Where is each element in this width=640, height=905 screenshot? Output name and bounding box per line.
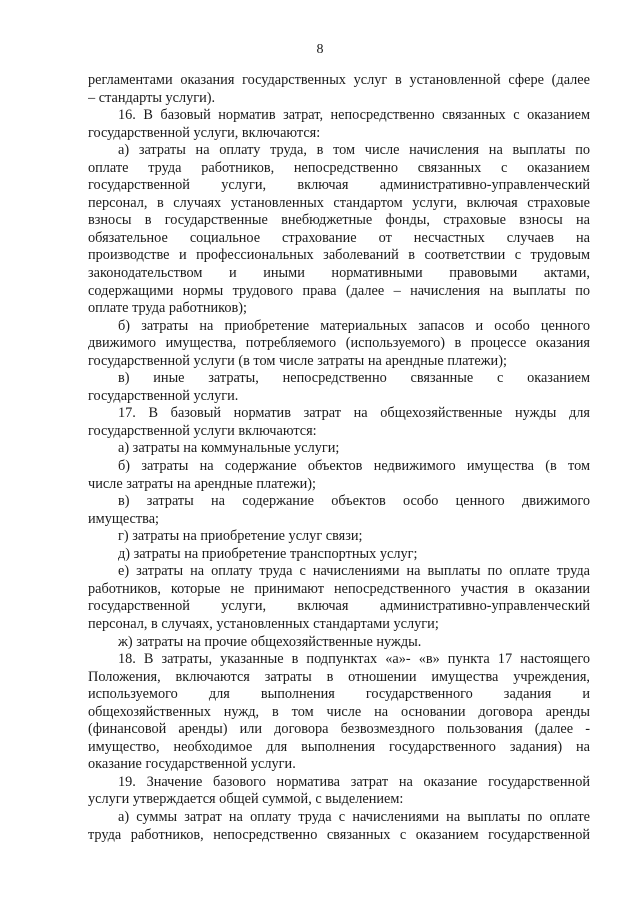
text-line: в) иные затраты, непосредственно связанные с оказанием (118, 370, 590, 387)
text-line: работников, которые не принимают непосредственного участия в оказании (88, 580, 590, 597)
text-line: 17. В базовый норматив затрат на общехозяйственные нужды для (118, 405, 590, 422)
text-line: регламентами оказания государственных услуг в установленной сфере (далее (88, 72, 590, 88)
text-line: оказание государственной услуги. (88, 756, 296, 773)
text-line: взносы в государственные внебюджетные фонды, страховые взносы на (88, 212, 590, 229)
text-line: персонал, в случаях установленных стандартом услуги, включая страховые (88, 194, 590, 211)
text-line: 19. Значение базового норматива затрат на оказание государственной (118, 773, 590, 790)
text-line: а) суммы затрат на оплату труда с начислениями на выплаты по оплате (118, 808, 590, 825)
text-line: а) затраты на коммунальные услуги; (118, 440, 340, 457)
text-line: оплате труда работников); (88, 300, 248, 317)
text-line: труда работников, непосредственно связанных с оказанием государственной (88, 826, 590, 843)
text-line: 18. В затраты, указанные в подпунктах «а»- «в» пункта 17 настоящего (118, 651, 590, 668)
text-line: законодательством и иными нормативными правовыми актами, (88, 265, 590, 282)
text-line: оплате труда работников, непосредственно связанных с оказанием (88, 159, 590, 176)
text-line: государственной услуги включаются: (88, 422, 317, 439)
text-line: (финансовой аренды) или договора безвозмездного пользования (далее - (88, 721, 590, 738)
text-line: е) затраты на оплату труда с начислениями на выплаты по оплате труда (118, 563, 590, 580)
text-line: в) затраты на содержание объектов особо ценного движимого (118, 493, 590, 510)
text-line: услуги утверждается общей суммой, с выделением: (88, 791, 404, 808)
text-line: числе затраты на арендные платежи); (88, 475, 316, 492)
text-line: ж) затраты на прочие общехозяйственные нужды. (118, 633, 422, 650)
text-line: государственной услуги, включаются: (88, 124, 321, 141)
text-line: б) затраты на приобретение материальных запасов и особо ценного (118, 317, 590, 334)
text-line: содержащими нормы трудового права (далее – начисления на выплаты по (88, 282, 590, 299)
text-line: государственной услуги (в том числе затраты на арендные платежи); (88, 352, 507, 369)
text-line: государственной услуги, включая административно-управленческий (88, 177, 590, 194)
text-line: обязательное социальное страхование от несчастных случаев на (88, 229, 590, 246)
text-line: используемого для выполнения государственного задания и (88, 686, 590, 703)
text-line: а) затраты на оплату труда, в том числе начисления на выплаты по (118, 142, 590, 159)
text-line: 16. В базовый норматив затрат, непосредственно связанных с оказанием (118, 107, 590, 124)
text-line: имущества; (88, 510, 160, 527)
text-line: б) затраты на содержание объектов недвижимого имущества (в том (118, 458, 590, 475)
text-line: имущество, необходимое для выполнения государственного задания) на (88, 738, 590, 755)
document-body (88, 72, 590, 844)
text-line: Положения, включаются затраты в отношении имущества учреждения, (88, 668, 590, 685)
text-line: г) затраты на приобретение услуг связи; (118, 528, 363, 545)
text-line: – стандарты услуги). (88, 89, 216, 106)
text-line: государственной услуги, включая административно-управленческий (88, 598, 590, 615)
page-number: 8 (316, 42, 324, 57)
text-line: общехозяйственных нужд, в том числе на основании договора аренды (88, 703, 590, 720)
text-line: д) затраты на приобретение транспортных услуг; (118, 545, 418, 562)
text-line: производстве и профессиональных заболеваний в соответствии с трудовым (88, 247, 590, 264)
text-line: персонал, в случаях, установленных стандартами услуги; (88, 615, 439, 632)
text-line: государственной услуги. (88, 387, 239, 404)
text-line: движимого имущества, потребляемого (используемого) в процессе оказания (88, 335, 590, 352)
